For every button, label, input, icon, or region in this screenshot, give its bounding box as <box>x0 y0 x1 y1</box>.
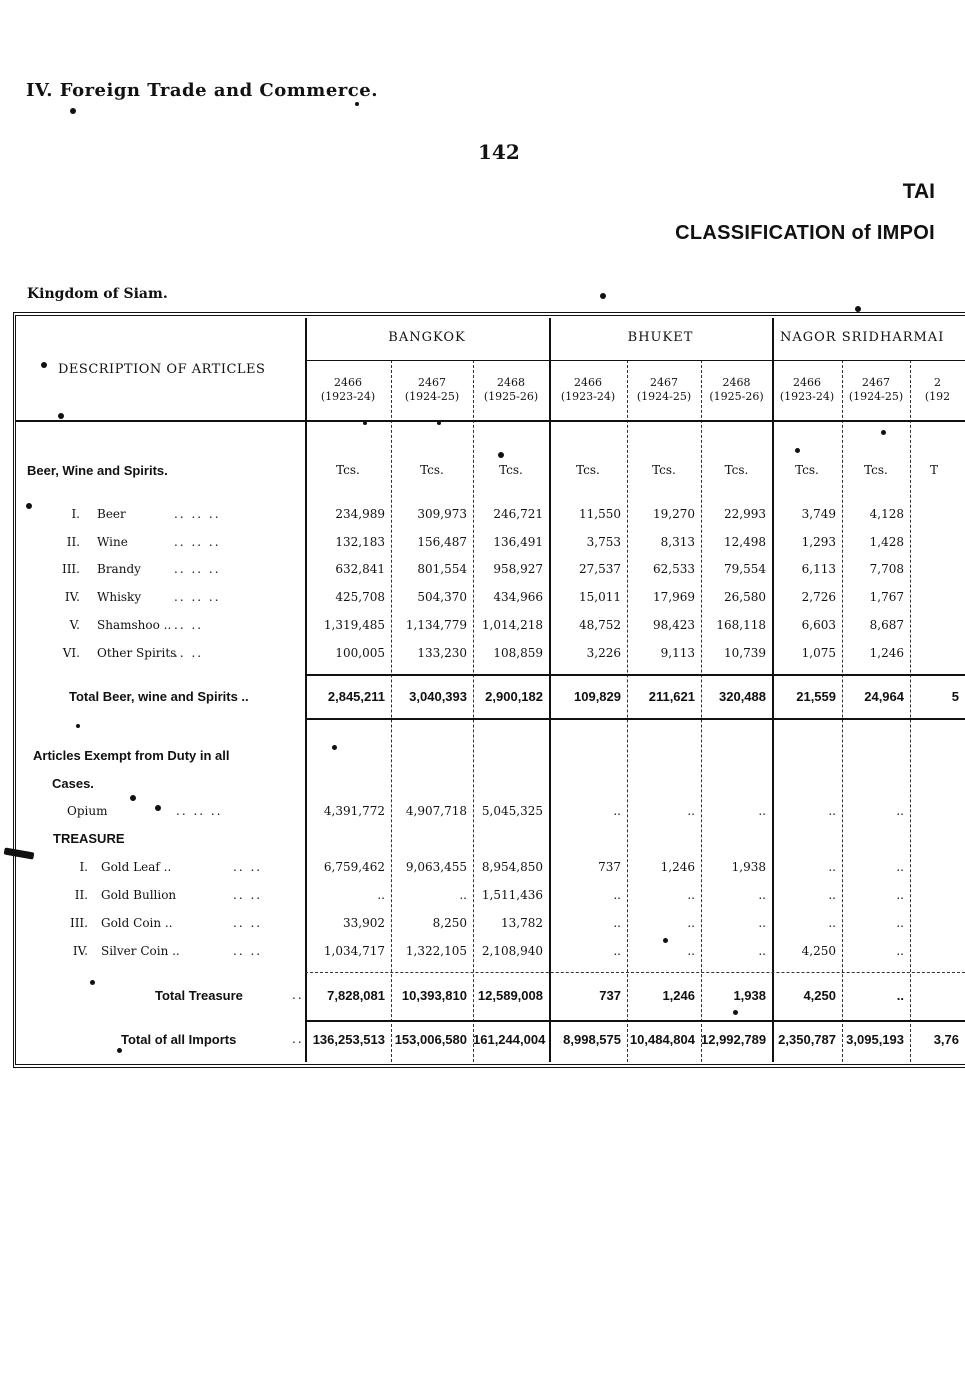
year-period-header: (1925-26) <box>483 390 539 403</box>
beer-row-value: 48,752 <box>579 618 621 632</box>
treasure-total-value: 1,938 <box>733 988 766 1003</box>
treasure-row-value: 1,034,717 <box>323 944 385 958</box>
year-header: 2466 <box>574 376 602 389</box>
treasure-row-value: .. <box>896 888 904 902</box>
year-period-header: (1925-26) <box>709 390 764 403</box>
imports-total-value: 3,095,193 <box>846 1032 904 1047</box>
beer-row-value: 17,969 <box>653 590 695 604</box>
beer-row-value: 100,005 <box>335 646 385 660</box>
row-number: VI. <box>62 646 80 660</box>
beer-row-value: 108,859 <box>493 646 543 660</box>
row-number: I. <box>79 860 88 874</box>
beer-row-value: 26,580 <box>724 590 766 604</box>
year-period-header: (1924-25) <box>404 390 460 403</box>
opium-row-value: 4,391,772 <box>323 804 385 818</box>
treasure-row-value: .. <box>613 888 621 902</box>
treasure-row-value: 33,902 <box>343 916 385 930</box>
row-dots: .. .. .. <box>176 804 223 818</box>
year-period-header: (1924-25) <box>636 390 692 403</box>
treasure-total-label: Total Treasure <box>155 988 243 1003</box>
treasure-row-value: .. <box>828 860 836 874</box>
scan-speck <box>355 102 359 106</box>
row-number: III. <box>61 562 80 576</box>
year-period-header: (192 <box>924 390 951 403</box>
opium-row-value: 5,045,325 <box>481 804 543 818</box>
beer-row-value: 8,687 <box>869 618 904 632</box>
beer-row-value: 504,370 <box>417 590 467 604</box>
beer-row-value: 1,075 <box>801 646 836 660</box>
imports-total-label: Total of all Imports <box>121 1032 237 1047</box>
beer-row-value: 434,966 <box>493 590 543 604</box>
beer-row-value: 4,128 <box>869 507 904 521</box>
year-header: 2466 <box>334 376 362 389</box>
treasure-row-value: .. <box>828 888 836 902</box>
treasure-row-value: 1,938 <box>731 860 766 874</box>
table-title: TAI <box>902 180 935 203</box>
unit-label: T <box>929 463 938 477</box>
row-name: Shamshoo .. <box>97 618 172 632</box>
beer-total-value: 320,488 <box>719 689 766 704</box>
opium-row-value: .. <box>758 804 766 818</box>
beer-row-value: 156,487 <box>417 535 467 549</box>
unit-label: Tcs. <box>652 463 676 477</box>
beer-total-value: 2,900,182 <box>485 689 543 704</box>
beer-row-value: 132,183 <box>335 535 385 549</box>
beer-row-value: 1,293 <box>801 535 836 549</box>
year-period-header: (1923-24) <box>320 390 376 403</box>
opium-row-value: .. <box>687 804 695 818</box>
row-name: Brandy <box>97 562 141 576</box>
row-number: II. <box>66 535 80 549</box>
treasure-row-value: .. <box>896 944 904 958</box>
beer-row-value: 133,230 <box>417 646 467 660</box>
treasure-row-value: 737 <box>598 860 621 874</box>
imports-total-value: 161,244,004 <box>473 1032 546 1047</box>
row-dots: .. .. .. <box>174 562 221 576</box>
row-number: I. <box>71 507 80 521</box>
beer-row-value: 1,134,779 <box>405 618 467 632</box>
beer-row-value: 9,113 <box>660 646 695 660</box>
beer-row-value: 958,927 <box>493 562 543 576</box>
beer-total-value: 5 <box>951 689 959 704</box>
row-name: Whisky <box>97 590 142 604</box>
year-header: 2467 <box>862 376 890 389</box>
section-heading: IV. Foreign Trade and Commerce. <box>26 80 378 101</box>
category-exempt-line1: Articles Exempt from Duty in all <box>33 748 230 763</box>
beer-row-value: 7,708 <box>869 562 904 576</box>
beer-total-value: 2,845,211 <box>327 689 385 704</box>
row-name-opium: Opium <box>67 804 108 818</box>
row-name: Wine <box>97 535 128 549</box>
beer-row-value: 3,749 <box>801 507 836 521</box>
treasure-total-value: 7,828,081 <box>327 988 385 1003</box>
row-dots: .. .. .. <box>174 507 221 521</box>
treasure-label: TREASURE <box>53 831 125 846</box>
unit-label: Tcs. <box>499 463 523 477</box>
treasure-total-value: 12,589,008 <box>477 988 543 1003</box>
treasure-total-value: 10,393,810 <box>401 988 467 1003</box>
beer-row-value: 6,603 <box>801 618 836 632</box>
treasure-row-value: 2,108,940 <box>481 944 543 958</box>
opium-row-value: .. <box>613 804 621 818</box>
treasure-total-value: 1,246 <box>662 988 695 1003</box>
row-dots: .. .. .. <box>174 590 221 604</box>
treasure-row-value: .. <box>687 888 695 902</box>
beer-row-value: 62,533 <box>653 562 695 576</box>
year-header: 2 <box>934 376 941 389</box>
row-dots: .. .. <box>233 916 263 930</box>
header-rule <box>305 360 965 361</box>
row-name: Beer <box>97 507 126 521</box>
treasure-row-value: 13,782 <box>501 916 543 930</box>
year-period-header: (1923-24) <box>560 390 616 403</box>
imports-total-value: 153,006,580 <box>394 1032 467 1047</box>
treasure-row-value: .. <box>758 888 766 902</box>
row-dots: .. .. <box>233 944 263 958</box>
beer-row-value: 1,767 <box>869 590 904 604</box>
treasure-row-value: 6,759,462 <box>323 860 385 874</box>
beer-row-value: 234,989 <box>335 507 385 521</box>
row-number: II. <box>74 888 88 902</box>
treasure-row-value: 4,250 <box>801 944 836 958</box>
imports-total-value: 8,998,575 <box>563 1032 621 1047</box>
page-number: 142 <box>478 140 520 164</box>
beer-row-value: 801,554 <box>417 562 467 576</box>
imports-total-value: 10,484,804 <box>629 1032 695 1047</box>
treasure-total-value: 737 <box>599 988 621 1003</box>
row-name: Gold Coin .. <box>101 916 173 930</box>
row-dots: .. .. <box>174 618 204 632</box>
treasure-row-value: 1,246 <box>660 860 695 874</box>
beer-row-value: 425,708 <box>335 590 385 604</box>
row-name: Silver Coin .. <box>101 944 180 958</box>
beer-row-value: 1,428 <box>869 535 904 549</box>
beer-total-value: 3,040,393 <box>409 689 467 704</box>
treasure-row-value: .. <box>377 888 385 902</box>
beer-row-value: 8,313 <box>660 535 695 549</box>
row-dots: .. .. <box>233 888 263 902</box>
beer-total-label: Total Beer, wine and Spirits .. <box>69 689 249 704</box>
opium-row-value: .. <box>828 804 836 818</box>
scan-speck <box>70 108 76 114</box>
imports-total-value: 2,350,787 <box>778 1032 836 1047</box>
year-period-header: (1924-25) <box>848 390 904 403</box>
row-number: IV. <box>64 590 80 604</box>
beer-row-value: 246,721 <box>493 507 543 521</box>
unit-label: Tcs. <box>336 463 360 477</box>
treasure-row-value: .. <box>896 860 904 874</box>
treasure-row-value: 9,063,455 <box>405 860 467 874</box>
row-number: IV. <box>72 944 88 958</box>
row-dots: .. .. <box>233 860 263 874</box>
city-bhuket: BHUKET <box>627 330 694 345</box>
beer-total-value: 21,559 <box>796 689 836 704</box>
treasure-row-value: .. <box>459 888 467 902</box>
treasure-total-value: .. <box>896 988 904 1003</box>
imports-total-dots: .. <box>292 1032 304 1046</box>
beer-row-value: 2,726 <box>801 590 836 604</box>
beer-row-value: 11,550 <box>579 507 621 521</box>
year-header: 2466 <box>793 376 821 389</box>
beer-row-value: 12,498 <box>724 535 766 549</box>
treasure-row-value: 1,511,436 <box>481 888 543 902</box>
beer-row-value: 168,118 <box>716 618 766 632</box>
beer-total-value: 109,829 <box>574 689 621 704</box>
unit-label: Tcs. <box>864 463 888 477</box>
row-dots: .. .. <box>174 646 204 660</box>
total-rule <box>305 1020 965 1022</box>
row-number: III. <box>69 916 88 930</box>
unit-label: Tcs. <box>420 463 444 477</box>
year-period-header: (1923-24) <box>779 390 835 403</box>
treasure-row-value: 8,954,850 <box>481 860 543 874</box>
beer-row-value: 1,319,485 <box>323 618 385 632</box>
total-rule <box>305 972 965 973</box>
city-nagor-sridharmaraj: NAGOR SRIDHARMAI <box>780 330 945 345</box>
unit-label: Tcs. <box>576 463 600 477</box>
beer-total-value: 24,964 <box>864 689 904 704</box>
year-header: 2467 <box>418 376 446 389</box>
beer-row-value: 10,739 <box>724 646 766 660</box>
treasure-total-dots: .. <box>292 988 304 1002</box>
total-rule <box>305 674 965 676</box>
city-bangkok: BANGKOK <box>388 330 466 345</box>
opium-row-value: .. <box>896 804 904 818</box>
year-header: 2467 <box>650 376 678 389</box>
beer-row-value: 3,753 <box>586 535 621 549</box>
imports-total-value: 136,253,513 <box>312 1032 385 1047</box>
beer-row-value: 632,841 <box>335 562 385 576</box>
treasure-row-value: .. <box>758 916 766 930</box>
beer-row-value: 136,491 <box>493 535 543 549</box>
total-rule <box>305 718 965 720</box>
row-number: V. <box>69 618 80 632</box>
treasure-row-value: .. <box>828 916 836 930</box>
row-dots: .. .. .. <box>174 535 221 549</box>
imports-total-value: 12,992,789 <box>701 1032 767 1047</box>
beer-row-value: 6,113 <box>801 562 836 576</box>
row-name: Other Spirits <box>97 646 177 660</box>
unit-label: Tcs. <box>724 463 749 477</box>
treasure-total-value: 4,250 <box>803 988 836 1003</box>
beer-row-value: 79,554 <box>724 562 766 576</box>
description-header: DESCRIPTION OF ARTICLES <box>58 362 266 377</box>
treasure-row-value: 8,250 <box>432 916 467 930</box>
year-header: 2468 <box>497 376 525 389</box>
treasure-row-value: .. <box>687 916 695 930</box>
treasure-row-value: .. <box>687 944 695 958</box>
beer-row-value: 309,973 <box>417 507 467 521</box>
beer-row-value: 98,423 <box>653 618 695 632</box>
scan-speck <box>600 293 606 299</box>
beer-row-value: 3,226 <box>586 646 621 660</box>
unit-label: Tcs. <box>795 463 819 477</box>
beer-row-value: 27,537 <box>579 562 621 576</box>
treasure-row-value: .. <box>613 916 621 930</box>
beer-total-value: 211,621 <box>648 689 695 704</box>
beer-row-value: 1,246 <box>869 646 904 660</box>
beer-row-value: 1,014,218 <box>481 618 543 632</box>
category-exempt-line2: Cases. <box>52 776 94 791</box>
beer-row-value: 22,993 <box>724 507 766 521</box>
kingdom-label: Kingdom of Siam. <box>27 286 168 302</box>
treasure-row-value: .. <box>758 944 766 958</box>
opium-row-value: 4,907,718 <box>405 804 467 818</box>
classification-title: CLASSIFICATION of IMPOI <box>675 222 935 244</box>
row-name: Gold Leaf .. <box>101 860 172 874</box>
treasure-row-value: 1,322,105 <box>405 944 467 958</box>
row-name: Gold Bullion <box>101 888 177 902</box>
treasure-row-value: .. <box>896 916 904 930</box>
treasure-row-value: .. <box>613 944 621 958</box>
header-rule <box>16 420 965 422</box>
imports-total-value: 3,76 <box>933 1032 959 1047</box>
category-beer-wine-spirits: Beer, Wine and Spirits. <box>27 463 168 478</box>
beer-row-value: 19,270 <box>653 507 695 521</box>
beer-row-value: 15,011 <box>579 590 621 604</box>
year-header: 2468 <box>722 376 751 389</box>
